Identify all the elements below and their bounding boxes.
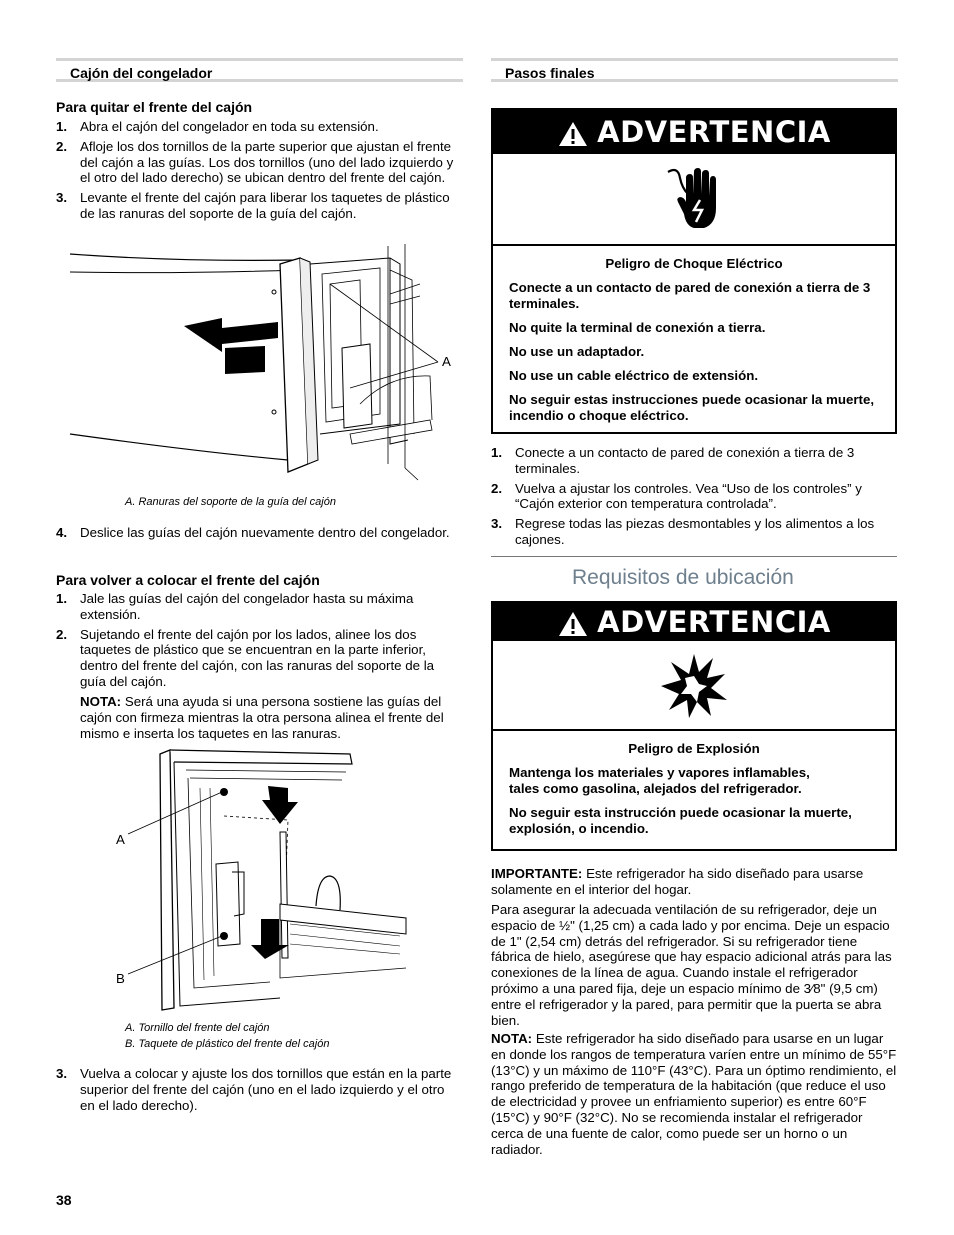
list-item — [491, 516, 896, 548]
step-number: 3. — [56, 1066, 68, 1081]
remove-step-4 — [56, 525, 461, 545]
location-requirements-title: Requisitos de ubicación — [572, 566, 794, 589]
warning-line: No use un adaptador. — [509, 344, 645, 359]
warning-title: ADVERTENCIA — [597, 605, 831, 639]
explosion-warning — [491, 601, 897, 851]
list-item — [56, 1066, 461, 1113]
step-text: Sujetando el frente del cajón por los lados, alinee los dos taquetes de plástico que se encuentran en la parte inferior, dentro del frente del cajón, con las ranuras del soporte de la guía del cajón. — [80, 626, 435, 689]
step-number: 2. — [56, 138, 68, 154]
list-item — [56, 591, 461, 623]
warning-line: No use un cable eléctrico de extensión. — [509, 368, 759, 383]
remove-heading: Para quitar el frente del cajón — [56, 99, 253, 115]
important-text: Este refrigerador ha sido diseñado para usarse solamente en el interior del hogar. — [491, 866, 864, 897]
warning-triangle-icon — [557, 610, 589, 638]
section-title-final-steps — [491, 58, 898, 82]
step-number: 3. — [491, 516, 503, 532]
ventilation-paragraph: Para asegurar la adecuada ventilación de su refrigerador, deje un espacio de ½" (1,25 cm) a cada lado y por encima. Deje un espacio de 1" (2,54 cm) detrás del refrigerador. Si su refrigerador tiene fábrica de hielo, asegúrese que hay espacio adicional atrás para las conexiones de la línea de agua. Cuando instale el refrigerador próximo a una pared fija, deje un espacio mínimo de 3⁄8" (9,5 cm) entre el refrigerador y la pared, para permitir que la puerta se abra bien. — [491, 902, 892, 1028]
final-steps-list — [491, 445, 896, 552]
warning-icon-panel — [493, 639, 895, 731]
temperature-note — [491, 1031, 897, 1157]
replace-steps — [56, 591, 461, 694]
section-title-freezer-drawer — [56, 58, 463, 82]
replace-heading: Para volver a colocar el frente del cajón — [56, 572, 320, 588]
step-number: 1. — [491, 445, 503, 460]
warning-icon-panel — [493, 152, 895, 246]
warning-triangle-icon — [557, 120, 589, 148]
hazard-title: Peligro de Explosión — [628, 741, 760, 756]
list-item — [56, 139, 461, 186]
warning-line: Conecte a un contacto de pared de conexión a tierra de 3 terminales. — [509, 280, 871, 311]
list-item — [56, 525, 461, 541]
drawer-front-replacement-illustration — [120, 748, 410, 1016]
step-text: Deslice las guías del cajón nuevamente dentro del congelador. — [80, 525, 450, 540]
step-text: Regrese todas las piezas desmontables y los alimentos a los cajones. — [515, 516, 875, 547]
figure2-label-b: B — [116, 971, 125, 986]
list-item — [491, 481, 896, 513]
page-number: 38 — [56, 1192, 72, 1208]
replace-note — [80, 694, 462, 741]
divider — [491, 556, 897, 557]
note-text: Este refrigerador ha sido diseñado para usarse en un lugar en donde los rangos de temperatura varíen entre un mínimo de 55°F (13°C) y un máximo de 110°F (43°C). Para un óptimo rendimiento, el rango preferido de temperatura de la habitación (que reduce el uso de electricidad y provee un enfriamiento superior) es entre 60°F (15°C) y 90°F (32°C). No se recomienda instalar el refrigerador cerca de una fuente de calor, como puede ser un horno o un radiador. — [491, 1031, 897, 1157]
important-label: IMPORTANTE: — [491, 866, 583, 881]
step-text: Abra el cajón del congelador en toda su extensión. — [80, 119, 379, 134]
warning-line: No seguir estas instrucciones puede ocasionar la muerte, incendio o choque eléctrico. — [509, 392, 875, 423]
electric-shock-hand-icon — [664, 164, 724, 234]
note-label: NOTA: — [80, 694, 122, 709]
figure1-label-a: A — [442, 354, 451, 369]
step-number: 2. — [491, 480, 503, 496]
warning-banner — [493, 110, 895, 152]
figure2-caption-a: A. Tornillo del frente del cajón — [125, 1022, 270, 1034]
important-paragraph — [491, 866, 897, 898]
list-item — [56, 627, 461, 690]
figure1-caption: A. Ranuras del soporte de la guía del cajón — [125, 496, 336, 508]
step-text: Afloje los dos tornillos de la parte superior que ajustan el frente del cajón a las guías. Los dos tornillos (uno del lado izquierdo y el otro del lado derecho) se ubican dentro del frente del cajón. — [80, 138, 454, 186]
hazard-title: Peligro de Choque Eléctrico — [605, 256, 783, 271]
warning-line: Mantenga los materiales y vapores inflamables, tales como gasolina, alejados del refrigerador. — [509, 765, 810, 796]
list-item — [56, 119, 461, 135]
step-text: Vuelva a colocar y ajuste los dos tornillos que están en la parte superior del frente del cajón (uno en el lado izquierdo y el otro en el lado derecho). — [80, 1066, 452, 1113]
remove-steps — [56, 119, 461, 226]
step-text: Levante el frente del cajón para liberar los taquetes de plástico de las ranuras del soporte de la guía del cajón. — [80, 190, 450, 221]
warning-banner — [493, 603, 895, 639]
warning-line: No quite la terminal de conexión a tierra. — [509, 320, 766, 335]
electric-shock-warning — [491, 108, 897, 434]
warning-text — [493, 741, 895, 837]
step-number: 2. — [56, 626, 68, 642]
note-text: Será una ayuda si una persona sostiene las guías del cajón con firmeza mientras la otra persona alinea el frente del mismo e inserta los taquetes en las ranuras. — [80, 694, 444, 741]
warning-text — [493, 256, 895, 424]
step-number: 3. — [56, 190, 68, 206]
step-number: 4. — [56, 525, 68, 540]
replace-step-3 — [56, 1066, 461, 1117]
list-item — [56, 190, 461, 222]
drawer-front-removal-illustration — [60, 244, 460, 484]
list-item — [491, 445, 896, 477]
step-number: 1. — [56, 591, 68, 606]
warning-title: ADVERTENCIA — [597, 115, 831, 149]
figure2-caption-b: B. Taquete de plástico del frente del cajón — [125, 1038, 330, 1050]
step-text: Conecte a un contacto de pared de conexión a tierra de 3 terminales. — [515, 445, 855, 476]
warning-line: No seguir esta instrucción puede ocasionar la muerte, explosión, o incendio. — [509, 805, 852, 836]
section-title-text: Pasos finales — [505, 65, 595, 81]
step-text: Jale las guías del cajón del congelador hasta su máxima extensión. — [80, 591, 414, 622]
step-text: Vuelva a ajustar los controles. Vea “Uso de los controles” y “Cajón exterior con temperatura controlada”. — [515, 480, 862, 512]
explosion-icon — [659, 650, 729, 720]
step-number: 1. — [56, 119, 68, 134]
section-title-text: Cajón del congelador — [70, 65, 213, 81]
note-label: NOTA: — [491, 1031, 533, 1046]
figure2-label-a: A — [116, 832, 125, 847]
